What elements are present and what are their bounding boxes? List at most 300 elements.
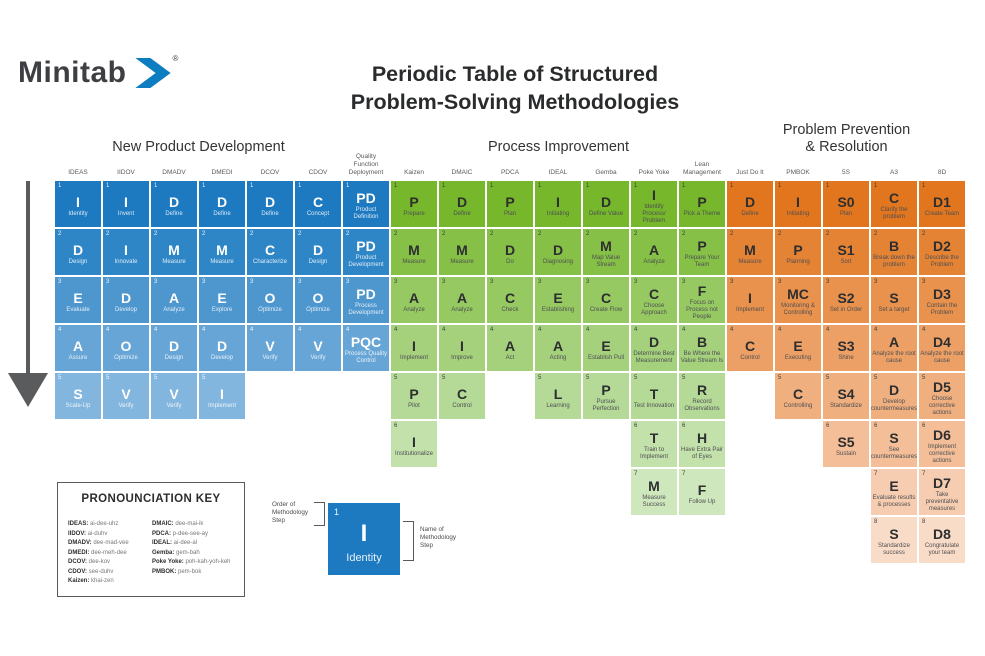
cell-poke-yoke-7 <box>631 469 677 515</box>
cell-dmadv-5 <box>151 373 197 419</box>
cell-order: 5 <box>154 375 158 381</box>
cell-symbol: V <box>265 337 275 354</box>
registered-mark: ® <box>172 54 179 63</box>
column-label-ideal: IDEAL <box>548 169 568 176</box>
column-8d <box>919 169 965 565</box>
cell-dcov-4 <box>247 325 293 371</box>
cell-order: 1 <box>826 183 830 189</box>
cell-order: 3 <box>58 279 62 285</box>
cell-name: Define Value <box>589 210 623 217</box>
cell-symbol: I <box>124 241 128 258</box>
cell-name: Contain the Problem <box>926 303 958 316</box>
cell-name: Shine <box>838 354 854 361</box>
cell-order: 3 <box>490 279 494 285</box>
cell-name: Concept <box>306 210 330 217</box>
cell-symbol: P <box>697 193 707 210</box>
cell-gemba-2 <box>583 229 629 275</box>
cell-iidov-4 <box>103 325 149 371</box>
cell-name: Choose Approach <box>641 303 667 316</box>
cell-order: 1 <box>922 183 926 189</box>
cell-name: Clarify the problem <box>880 207 908 220</box>
cell-order: 1 <box>58 183 62 189</box>
cell-name: Explore <box>211 306 233 313</box>
cell-order: 5 <box>106 375 110 381</box>
cell-symbol: D <box>216 193 228 210</box>
cell-name: Choose corrective actions <box>928 395 955 416</box>
cell-symbol: O <box>264 289 276 306</box>
cell-lean-management-3 <box>679 277 725 323</box>
cell-order: 4 <box>922 327 926 333</box>
cell-name: Measure <box>402 258 426 265</box>
column-poke-yoke <box>631 169 677 565</box>
cell-name: Implement <box>735 306 764 313</box>
cell-symbol: D <box>72 241 84 258</box>
pronunciation-entry-gemba: Gemba: gem-bah <box>152 549 200 556</box>
column-pmbok <box>775 169 821 565</box>
cell-name: Invent <box>117 210 135 217</box>
cell-name: Verify <box>310 354 326 361</box>
cell-name: Implement <box>399 354 428 361</box>
cell-poke-yoke-6 <box>631 421 677 467</box>
column-label-dmaic: DMAIC <box>451 169 473 176</box>
cell-symbol: PD <box>356 190 376 206</box>
cell-cdov-1 <box>295 181 341 227</box>
cell-symbol: A <box>168 289 180 306</box>
cell-iidov-1 <box>103 181 149 227</box>
column-label-lean-management: Lean Management <box>683 161 721 176</box>
cell-dmedi-2 <box>199 229 245 275</box>
cell-pdca-4 <box>487 325 533 371</box>
cell-a3-3 <box>871 277 917 323</box>
cell-order: 5 <box>778 375 782 381</box>
cell-name: Diagnosing <box>542 258 574 265</box>
cell-symbol: D <box>120 289 132 306</box>
cell-name: Design <box>164 354 184 361</box>
pronunciation-entry-dmaic: DMAIC: dee-mai-ik <box>152 521 204 527</box>
cell-symbol: D8 <box>933 526 951 542</box>
cell-poke-yoke-5 <box>631 373 677 419</box>
pronunciation-entry-ideas: IDEAS: ai-dee-uhz <box>68 521 119 527</box>
cell-name: Create Team <box>924 210 960 217</box>
cell-name: Improve <box>451 354 473 361</box>
cell-name: Control <box>452 402 472 409</box>
cell-lean-management-2 <box>679 229 725 275</box>
cell-order: 3 <box>250 279 254 285</box>
cell-dmadv-2 <box>151 229 197 275</box>
cell-order: 3 <box>826 279 830 285</box>
cell-name: Be Where the Value Stream Is <box>680 351 724 364</box>
cell-8d-5 <box>919 373 965 419</box>
cell-order: 1 <box>538 183 542 189</box>
cell-symbol: D <box>504 241 516 258</box>
pronunciation-entry-pdca: PDCA: p-dee-see-ay <box>152 530 209 537</box>
cell-symbol: C <box>888 190 900 206</box>
cell-symbol: S <box>73 385 83 402</box>
cell-quality-function-deployment-4 <box>343 325 389 371</box>
cell-symbol: T <box>649 385 659 402</box>
cell-name: Identity <box>68 210 88 217</box>
cell-name: Prepare Your Team <box>684 255 720 268</box>
cell-order: 3 <box>298 279 302 285</box>
cell-order: 3 <box>634 279 638 285</box>
cell-name: Optimize <box>306 306 330 313</box>
pronunciation-entry-dcov: DCOV: dee-kov <box>68 559 111 565</box>
cell-name: Determine Best Measurement <box>633 351 675 364</box>
cell-name: Controlling <box>783 402 813 409</box>
cell-kaizen-2 <box>391 229 437 275</box>
column-label-5s: 5S <box>842 169 850 176</box>
cell-order: 4 <box>250 327 254 333</box>
cell-symbol: S2 <box>837 289 855 306</box>
cell-order: 2 <box>442 231 446 237</box>
cell-order: 2 <box>298 231 302 237</box>
cell-order: 3 <box>154 279 158 285</box>
cell-name: Define <box>453 210 471 217</box>
cell-name: Take preventative measures <box>925 491 959 512</box>
cell-symbol: D <box>888 382 900 398</box>
cell-name: Plan <box>503 210 516 217</box>
cell-symbol: A <box>72 337 84 354</box>
cell-order: 5 <box>634 375 638 381</box>
cell-name: Executing <box>784 354 812 361</box>
cell-kaizen-3 <box>391 277 437 323</box>
cell-name: Implement corrective actions <box>927 443 956 464</box>
cell-pdca-1 <box>487 181 533 227</box>
cell-symbol: C <box>648 286 660 302</box>
cell-8d-1 <box>919 181 965 227</box>
cell-symbol: M <box>456 241 468 258</box>
cell-name: Analyze the root cause <box>920 351 964 364</box>
cell-dmaic-1 <box>439 181 485 227</box>
column-label-dcov: DCOV <box>260 169 280 176</box>
cell-lean-management-6 <box>679 421 725 467</box>
cell-symbol: I <box>220 385 224 402</box>
cell-order: 1 <box>586 183 590 189</box>
cell-symbol: B <box>888 238 900 254</box>
cell-order: 4 <box>826 327 830 333</box>
cell-order: 1 <box>202 183 206 189</box>
cell-a3-6 <box>871 421 917 467</box>
cell-iidov-2 <box>103 229 149 275</box>
cell-symbol: S4 <box>837 385 855 402</box>
column-label-cdov: CDOV <box>308 169 328 176</box>
cell-ideas-3 <box>55 277 101 323</box>
cell-name: Act <box>505 354 515 361</box>
cell-order: 5 <box>538 375 542 381</box>
cell-order: 2 <box>250 231 254 237</box>
cell-dmaic-4 <box>439 325 485 371</box>
cell-order: 2 <box>346 231 350 237</box>
cell-order: 4 <box>298 327 302 333</box>
cell-name: Establishing <box>541 306 575 313</box>
cell-name: Develop <box>210 354 233 361</box>
legend-right-bracket <box>403 521 414 561</box>
cell-name: Identify Process/ Problem <box>642 203 666 224</box>
cell-order: 1 <box>874 183 878 189</box>
cell-symbol: D <box>312 241 324 258</box>
cell-order: 2 <box>826 231 830 237</box>
cell-symbol: I <box>412 433 416 450</box>
cell-symbol: T <box>649 430 659 446</box>
cell-symbol: P <box>793 241 803 258</box>
cell-name: Develop <box>114 306 137 313</box>
cell-lean-management-7 <box>679 469 725 515</box>
cell-name: Design <box>68 258 88 265</box>
cell-name: Planning <box>786 258 810 265</box>
cell-symbol: A <box>888 334 900 350</box>
cell-symbol: S1 <box>837 241 855 258</box>
cell-kaizen-4 <box>391 325 437 371</box>
cell-order: 4 <box>346 327 350 333</box>
cell-name: Check <box>501 306 519 313</box>
cell-symbol: E <box>553 289 563 306</box>
column-label-a3: A3 <box>890 169 898 176</box>
cell-5s-1 <box>823 181 869 227</box>
pronunciation-entry-kaizen: Kaizen: khai-zen <box>68 578 114 584</box>
cell-a3-5 <box>871 373 917 419</box>
minitab-wordmark: Minitab <box>18 56 127 89</box>
column-label-dmedi: DMEDI <box>211 169 233 176</box>
column-label-pdca: PDCA <box>500 169 520 176</box>
cell-order: 2 <box>58 231 62 237</box>
cell-name: Monitoring & Controlling <box>781 303 815 316</box>
cell-pmbok-3 <box>775 277 821 323</box>
cell-ideas-5 <box>55 373 101 419</box>
cell-name: Define <box>165 210 183 217</box>
section-header-problem-prevention-resolution <box>727 122 966 156</box>
cell-just-do-it-2 <box>727 229 773 275</box>
cell-order: 1 <box>634 183 638 189</box>
cell-order: 4 <box>778 327 782 333</box>
minitab-logo <box>18 56 178 90</box>
legend-left-bracket <box>314 502 325 526</box>
cell-order: 7 <box>682 471 686 477</box>
section-header-process-improvement: Process Improvement <box>487 139 630 155</box>
cell-symbol: D4 <box>933 334 951 350</box>
cell-order: 2 <box>634 231 638 237</box>
cell-symbol: P <box>505 193 515 210</box>
cell-symbol: S <box>889 526 899 542</box>
cell-name: Set in Order <box>829 306 863 313</box>
cell-name: Initiating <box>546 210 570 217</box>
cell-order: 3 <box>730 279 734 285</box>
cell-order: 2 <box>730 231 734 237</box>
cell-symbol: I <box>796 193 800 210</box>
cell-symbol: V <box>169 385 179 402</box>
cell-ideal-1 <box>535 181 581 227</box>
cell-name: Describe the Problem <box>925 255 959 268</box>
cell-ideas-4 <box>55 325 101 371</box>
pronunciation-entry-ideal: IDEAL: ai-dee-al <box>152 540 198 546</box>
cell-symbol: M <box>648 478 660 494</box>
cell-gemba-4 <box>583 325 629 371</box>
cell-order: 1 <box>298 183 302 189</box>
cell-symbol: D <box>648 334 660 350</box>
column-label-gemba: Gemba <box>595 169 617 176</box>
column-label-8d: 8D <box>937 169 947 176</box>
cell-ideas-2 <box>55 229 101 275</box>
column-dmaic <box>439 169 485 565</box>
cell-8d-8 <box>919 517 965 563</box>
cell-symbol: C <box>264 241 276 258</box>
cell-name: Optimize <box>258 306 282 313</box>
cell-dcov-2 <box>247 229 293 275</box>
cell-order: 4 <box>106 327 110 333</box>
cell-name: Record Observations <box>684 399 720 412</box>
cell-order: 3 <box>346 279 350 285</box>
cell-name: Process Development <box>348 303 384 316</box>
cell-symbol: C <box>744 337 756 354</box>
cell-name: Initiating <box>786 210 810 217</box>
cell-name: Focus on Process not People <box>686 299 718 320</box>
cell-name: Standardize <box>829 402 863 409</box>
cell-order: 3 <box>442 279 446 285</box>
cell-cdov-2 <box>295 229 341 275</box>
cell-symbol: V <box>121 385 131 402</box>
cell-order: 1 <box>106 183 110 189</box>
cell-name: Optimize <box>114 354 138 361</box>
cell-symbol: A <box>648 241 660 258</box>
cell-name: See countermeasures <box>870 447 918 460</box>
cell-quality-function-deployment-2 <box>343 229 389 275</box>
cell-order: 1 <box>730 183 734 189</box>
cell-name: Set a target <box>878 306 910 313</box>
cell-symbol: D <box>168 193 180 210</box>
cell-symbol: D <box>456 193 468 210</box>
cell-order: 4 <box>874 327 878 333</box>
cell-order: 3 <box>874 279 878 285</box>
cell-symbol: I <box>748 289 752 306</box>
column-label-quality-function-deployment: Quality Function Deployment <box>348 153 384 176</box>
cell-pdca-3 <box>487 277 533 323</box>
cell-symbol: D6 <box>933 426 951 443</box>
cell-name: Develop countermeasures <box>870 399 918 412</box>
cell-order: 2 <box>106 231 110 237</box>
cell-just-do-it-1 <box>727 181 773 227</box>
cell-pmbok-1 <box>775 181 821 227</box>
cell-ideal-4 <box>535 325 581 371</box>
cell-pmbok-4 <box>775 325 821 371</box>
cell-order: 2 <box>394 231 398 237</box>
cell-dcov-3 <box>247 277 293 323</box>
cell-order: 4 <box>202 327 206 333</box>
cell-symbol: PD <box>356 238 376 254</box>
column-pdca <box>487 169 533 565</box>
cell-name: Measure <box>162 258 186 265</box>
cell-just-do-it-3 <box>727 277 773 323</box>
cell-order: 3 <box>778 279 782 285</box>
cell-symbol: D3 <box>933 286 951 302</box>
cell-order: 7 <box>874 471 878 477</box>
cell-order: 3 <box>106 279 110 285</box>
cell-name: Analyze <box>451 306 473 313</box>
cell-order: 3 <box>586 279 590 285</box>
cell-name: Control <box>740 354 760 361</box>
cell-symbol: O <box>312 289 324 306</box>
cell-order: 1 <box>490 183 494 189</box>
cell-symbol: E <box>793 337 803 354</box>
cell-pmbok-2 <box>775 229 821 275</box>
cell-symbol: D <box>744 193 756 210</box>
column-lean-management <box>679 161 725 565</box>
cell-dmaic-5 <box>439 373 485 419</box>
cell-symbol: A <box>456 289 468 306</box>
cell-order: 3 <box>394 279 398 285</box>
cell-order: 2 <box>874 231 878 237</box>
cell-symbol: F <box>697 282 707 299</box>
cell-dmedi-3 <box>199 277 245 323</box>
column-label-ideas: IDEAS <box>68 169 88 176</box>
cell-order: 4 <box>586 327 590 333</box>
cell-symbol: H <box>696 430 708 446</box>
cell-name: Do <box>506 258 514 265</box>
column-5s <box>823 169 869 565</box>
cell-name: Analyze <box>163 306 185 313</box>
cell-order: 7 <box>634 471 638 477</box>
cell-dmedi-4 <box>199 325 245 371</box>
cell-order: 1 <box>154 183 158 189</box>
cell-symbol: C <box>600 289 612 306</box>
cell-quality-function-deployment-3 <box>343 277 389 323</box>
cell-symbol: D <box>168 337 180 354</box>
cell-symbol: P <box>601 382 611 398</box>
cell-symbol: MC <box>787 286 809 302</box>
cell-order: 6 <box>682 423 686 429</box>
cell-symbol: A <box>504 337 516 354</box>
cell-symbol: I <box>124 193 128 210</box>
cell-symbol: E <box>601 337 611 354</box>
cell-name: Scale-Up <box>65 402 91 409</box>
cell-symbol: D <box>552 241 564 258</box>
pronunciation-entry-pmbok: PMBOK: pem-bok <box>152 568 202 575</box>
cell-8d-7 <box>919 469 965 515</box>
cell-order: 4 <box>730 327 734 333</box>
cell-order: 3 <box>202 279 206 285</box>
cell-name: Map Value Stream <box>591 255 621 268</box>
cell-name: Assure <box>68 354 88 361</box>
cell-order: 1 <box>394 183 398 189</box>
cell-name: Prepare <box>403 210 425 217</box>
cell-a3-8 <box>871 517 917 563</box>
cell-symbol: M <box>600 238 612 254</box>
column-label-kaizen: Kaizen <box>404 169 424 176</box>
page-title-line2: Problem-Solving Methodologies <box>350 90 680 114</box>
cell-symbol: S <box>889 430 899 446</box>
cell-order: 5 <box>874 375 878 381</box>
cell-symbol: M <box>408 241 420 258</box>
cell-name: Evaluate <box>66 306 90 313</box>
cell-symbol: R <box>696 382 708 398</box>
cell-gemba-5 <box>583 373 629 419</box>
cell-name: Verify <box>118 402 134 409</box>
cell-poke-yoke-4 <box>631 325 677 371</box>
cell-name: Verify <box>262 354 278 361</box>
cell-dmadv-4 <box>151 325 197 371</box>
cell-dmadv-3 <box>151 277 197 323</box>
cell-order: 4 <box>154 327 158 333</box>
cell-symbol: V <box>313 337 323 354</box>
column-label-dmadv: DMADV <box>162 169 186 176</box>
pronunciation-entry-dmedi: DMEDI: dee-meh-dee <box>68 549 127 556</box>
cell-5s-4 <box>823 325 869 371</box>
cell-name: Analyze the root cause <box>872 351 916 364</box>
cell-ideal-5 <box>535 373 581 419</box>
cell-order: 8 <box>874 519 878 525</box>
cell-order: 4 <box>682 327 686 333</box>
cell-symbol: E <box>73 289 83 306</box>
cell-dmedi-5 <box>199 373 245 419</box>
cell-order: 4 <box>394 327 398 333</box>
